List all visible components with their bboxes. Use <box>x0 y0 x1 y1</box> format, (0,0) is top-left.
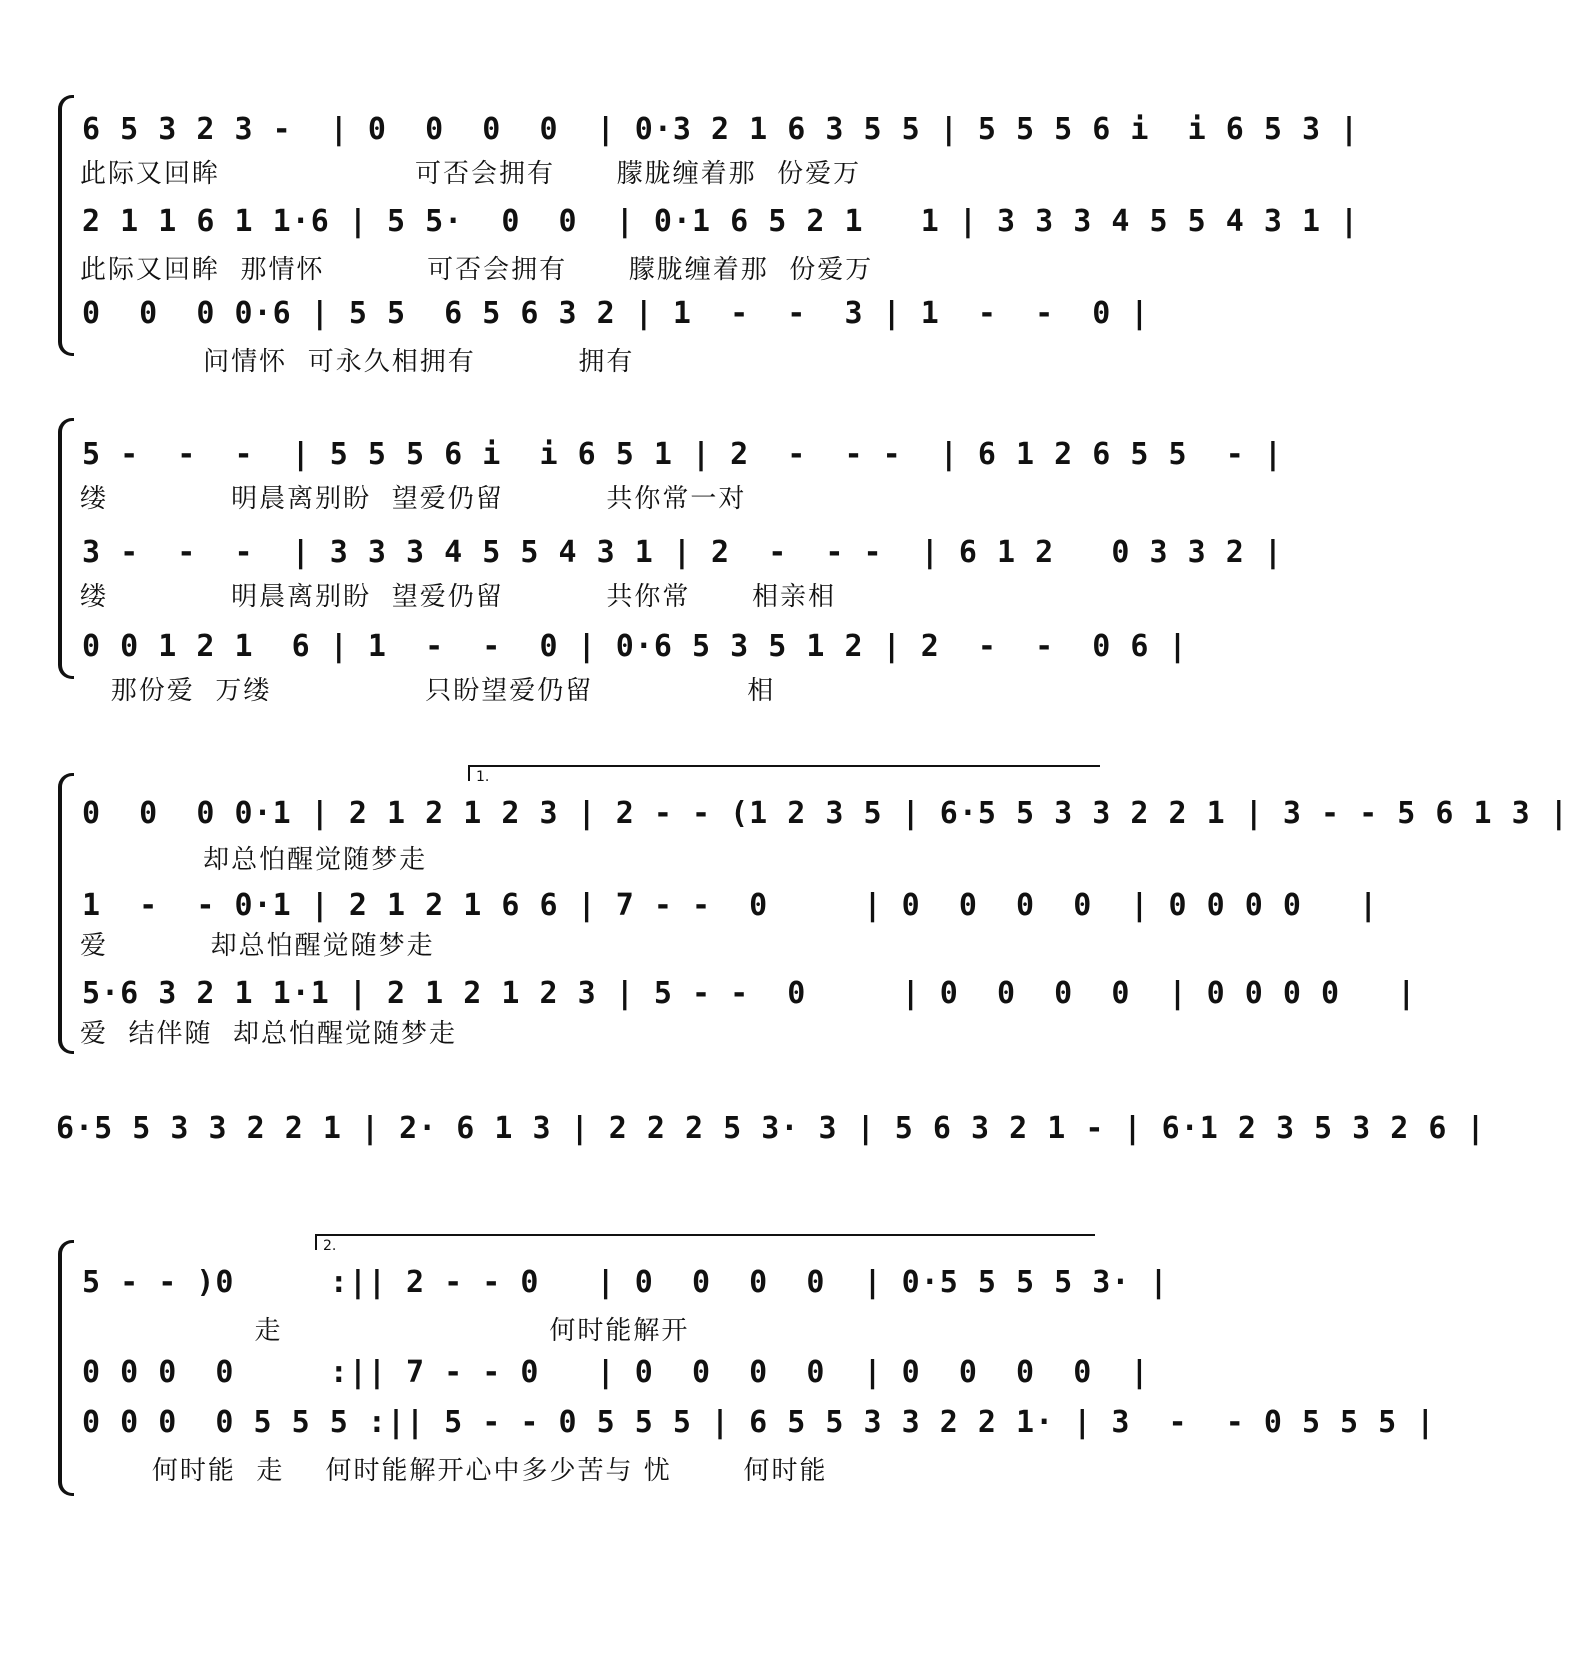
volta-label: 1. <box>476 769 490 785</box>
system-brace <box>58 95 74 356</box>
notation-line: 5·6 3 2 1 1·1 | 2 1 2 1 2 3 | 5 - - 0 | 0 0 0 0 | 0 0 0 0 | <box>82 976 1417 1011</box>
first-ending-bracket <box>468 765 1100 785</box>
notation-line: 0 0 0 0·6 | 5 5 6 5 6 3 2 | 1 - - 3 | 1 - - 0 | <box>82 296 1150 331</box>
lyric-line: 爱 却总怕醒觉随梦走 <box>80 931 435 961</box>
lyric-line: 却总怕醒觉随梦走 <box>80 845 428 875</box>
notation-line: 2 1 1 6 1 1·6 | 5 5· 0 0 | 0·1 6 5 2 1 1 | 3 3 3 4 5 5 4 3 1 | <box>82 204 1360 239</box>
lyric-line: 走 何时能解开 <box>80 1316 690 1346</box>
lyric-line: 爱 结伴随 却总怕醒觉随梦走 <box>80 1019 458 1049</box>
volta-label: 2. <box>323 1238 337 1254</box>
notation-line: 6·5 5 3 3 2 2 1 | 2· 6 1 3 | 2 2 2 5 3· 3 | 5 6 3 2 1 - | 6·1 2 3 5 3 2 6 | <box>56 1111 1486 1146</box>
notation-line: 5 - - )0 :|| 2 - - 0 | 0 0 0 0 | 0·5 5 5 5 3· | <box>82 1265 1169 1300</box>
notation-line: 1 - - 0·1 | 2 1 2 1 6 6 | 7 - - 0 | 0 0 0 0 | 0 0 0 0 | <box>82 888 1379 923</box>
system-brace <box>58 1240 74 1496</box>
notation-line: 5 - - - | 5 5 5 6 i i 6 5 1 | 2 - - - | 6 1 2 6 5 5 - | <box>82 437 1283 472</box>
lyric-line: 此际又回眸 可否会拥有 朦胧缠着那 份爱万 <box>80 159 862 189</box>
lyric-line: 此际又回眸 那情怀 可否会拥有 朦胧缠着那 份爱万 <box>80 255 874 285</box>
lyric-line: 缕 明晨离别盼 望爱仍留 共你常一对 <box>80 484 747 514</box>
notation-line: 0 0 1 2 1 6 | 1 - - 0 | 0·6 5 3 5 1 2 | 2 - - 0 6 | <box>82 629 1188 664</box>
notation-line: 3 - - - | 3 3 3 4 5 5 4 3 1 | 2 - - - | 6 1 2 0 3 3 2 | <box>82 535 1283 570</box>
notation-line: 0 0 0 0 :|| 7 - - 0 | 0 0 0 0 | 0 0 0 0 | <box>82 1355 1150 1390</box>
notation-line: 0 0 0 0 5 5 5 :|| 5 - - 0 5 5 5 | 6 5 5 3 3 2 2 1· | 3 - - 0 5 5 5 | <box>82 1405 1436 1440</box>
second-ending-bracket <box>315 1234 1095 1254</box>
notation-line: 0 0 0 0·1 | 2 1 2 1 2 3 | 2 - - (1 2 3 5 | 6·5 5 3 3 2 2 1 | 3 - - 5 6 1 3 | <box>82 796 1569 831</box>
system-brace <box>58 773 74 1054</box>
notation-line: 6 5 3 2 3 - | 0 0 0 0 | 0·3 2 1 6 3 5 5 | 5 5 5 6 i i 6 5 3 | <box>82 112 1360 147</box>
lyric-line: 缕 明晨离别盼 望爱仍留 共你常 相亲相 <box>80 582 836 612</box>
lyric-line: 何时能 走 何时能解开心中多少苦与 忧 何时能 <box>80 1456 828 1486</box>
lyric-line: 那份爱 万缕 只盼望爱仍留 相 <box>80 676 776 706</box>
lyric-line: 问情怀 可永久相拥有 拥有 <box>80 347 635 377</box>
system-brace <box>58 418 74 679</box>
